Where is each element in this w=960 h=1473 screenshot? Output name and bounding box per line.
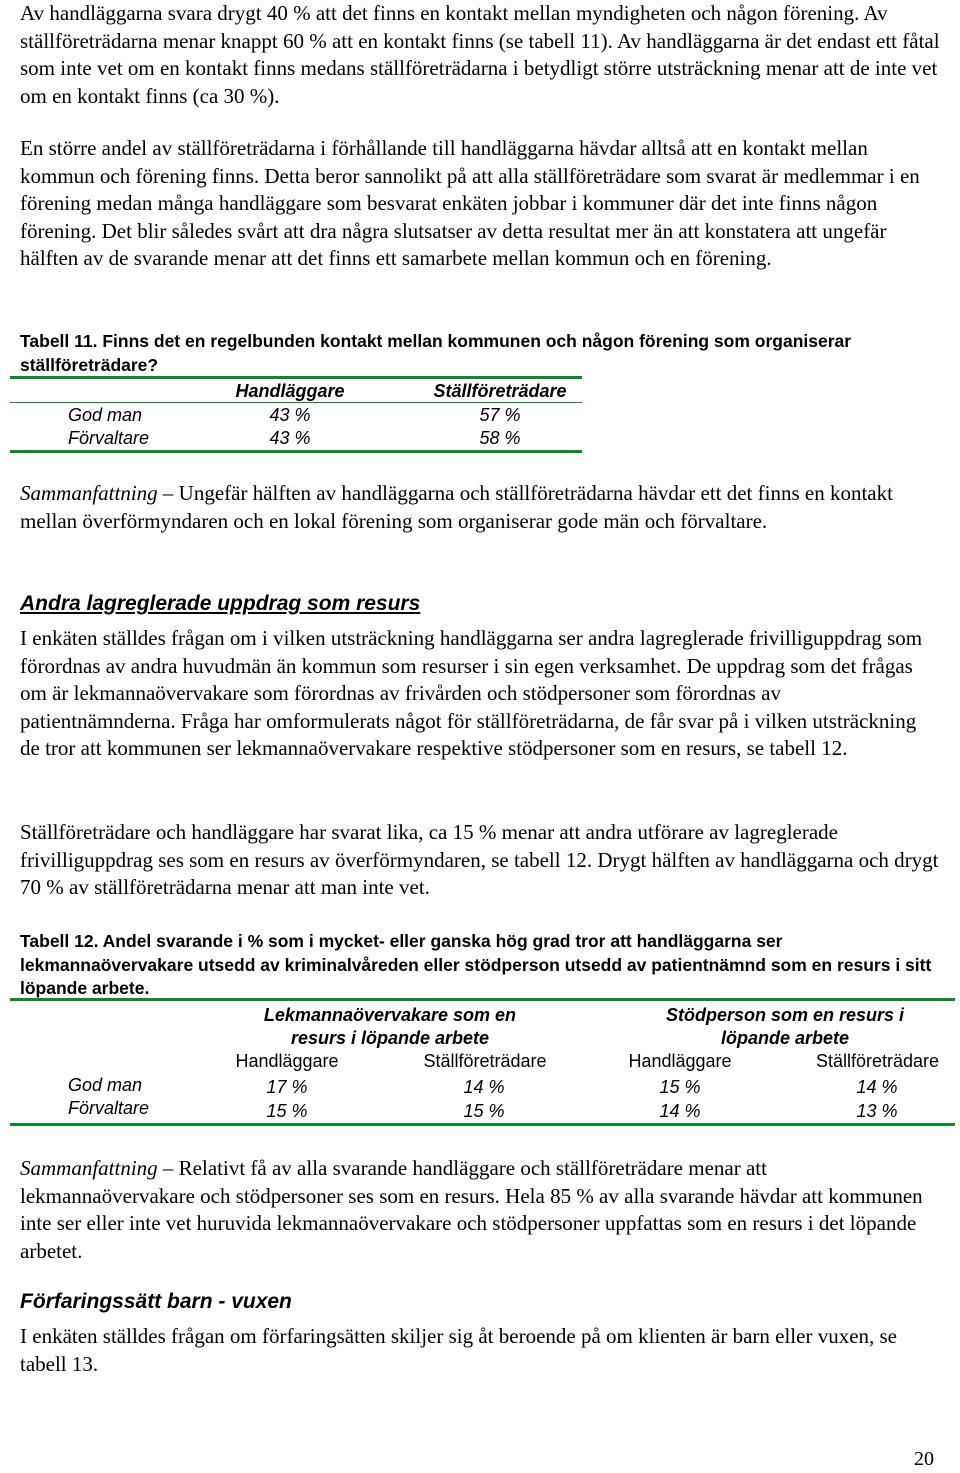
summary-1-label: Sammanfattning (20, 481, 158, 505)
table-12-cell: 13 % (856, 1101, 898, 1121)
table-12-sub-handlaggare-1: Handläggare (235, 1051, 339, 1071)
table-12-cell: 15 % (463, 1101, 505, 1121)
table-11-caption: Tabell 11. Finns det en regelbunden kontakt mellan kommunen och någon förening som organiserar ställföreträdare? (20, 331, 852, 375)
table-12-cell: 17 % (266, 1077, 308, 1097)
table-11-header-rule (10, 402, 582, 403)
paragraph-1: Av handläggarna svara drygt 40 % att det finns en kontakt mellan myndigheten och någon förening. Av ställföreträdarna menar knappt 60 % att en kontakt finns (se tabell 11). Av handläggarna är det endast ett fåtal som inte vet om en kontakt finns medans ställföreträdarna i betydligt större utsträckning menar att de inte vet om en kontakt finns (ca 30 %). (20, 1, 940, 108)
table-12-sub-handlaggare-2: Handläggare (628, 1051, 732, 1071)
summary-2 (20, 1155, 940, 1265)
table-11-col-stallforetradare: Ställföreträdare (433, 381, 567, 401)
table-12-caption: Tabell 12. Andel svarande i % som i mycket- eller ganska hög grad tror att handläggarna ser lekmannaövervakare utsedd av kriminalvåreden eller stödperson utsedd av patientnämnd som en resurs i sitt löpande arbete. (20, 931, 932, 998)
table-11-cell: 43 % (269, 428, 311, 448)
section-heading-forfaringssatt: Förfaringssätt barn - vuxen (20, 1290, 292, 1313)
table-11-cell: 58 % (479, 428, 521, 448)
summary-1-text: – Ungefär hälften av handläggarna och ställföreträdarna hävdar ett det finns en kontakt mellan överförmyndaren och en lokal förening som organiserar gode män och förvaltare. (20, 481, 893, 533)
table-12-cell: 14 % (856, 1077, 898, 1097)
summary-2-label: Sammanfattning (20, 1156, 158, 1180)
table-12-bottom-rule (10, 1123, 955, 1126)
table-12-cell: 14 % (659, 1101, 701, 1121)
summary-1 (20, 480, 940, 535)
table-12-sub-stallforetradare-1: Ställföreträdare (423, 1051, 547, 1071)
table-11-cell: 43 % (269, 405, 311, 425)
summary-2-text: – Relativt få av alla svarande handläggare och ställföreträdare menar att lekmannaövervakare och stödpersoner ses som en resurs. Hela 85 % av alla svarande hävdar att kommunen inte ser eller inte vet huruvida lekmannaövervakare och stödpersoner uppfattas som en resurs i det löpande arbetet. (20, 1156, 923, 1263)
table-12-top-rule (10, 998, 955, 1001)
paragraph-3: I enkäten ställdes frågan om i vilken utsträckning handläggarna ser andra lagreglerade frivilliguppdrag som förordnas av andra huvudmän än kommun som resurser i sin egen verksamhet. De uppdrag som det frågas om är lekmannaövervakare som förordnas av frivården och stödpersoner som förordnas av patientnämnderna. Fråga har omformulerats något för ställföreträdarna, de får svar på i vilken utsträckning de tror att kommunen ser lekmannaövervakare respektive stödpersoner som en resurs, se tabell 12. (20, 626, 923, 761)
table-12-row-label: Förvaltare (68, 1098, 150, 1118)
table-12-group-1-line-1: Lekmannaövervakare som en (263, 1005, 517, 1025)
table-11-row-label: God man (68, 405, 143, 425)
table-12-row-label: God man (68, 1075, 143, 1095)
table-11-bottom-rule (10, 450, 582, 453)
table-12-cell: 15 % (659, 1077, 701, 1097)
table-12-cell: 15 % (266, 1101, 308, 1121)
table-12-group-1-line-2: resurs i löpande arbete (290, 1028, 490, 1048)
table-11-cell: 57 % (479, 405, 521, 425)
table-12-group-2-line-2: löpande arbete (720, 1028, 850, 1048)
table-12-cell: 14 % (463, 1077, 505, 1097)
paragraph-5: I enkäten ställdes frågan om förfaringsätten skiljer sig åt beroende på om klienten är barn eller vuxen, se tabell 13. (20, 1324, 898, 1376)
paragraph-4: Ställföreträdare och handläggare har svarat lika, ca 15 % menar att andra utförare av lagreglerade frivilliguppdrag ses som en resurs av överförmyndaren, se tabell 12. Drygt hälften av handläggarna och drygt 70 % av ställföreträdarna menar att man inte vet. (20, 820, 939, 900)
section-heading-andra-uppdrag: Andra lagreglerade uppdrag som resurs (20, 592, 421, 615)
page-number: 20 (914, 1448, 934, 1470)
table-11-top-rule (10, 376, 582, 379)
paragraph-2: En större andel av ställföreträdarna i förhållande till handläggarna hävdar alltså att en kontakt mellan kommun och förening finns. Detta beror sannolikt på att alla ställföreträdare som svarat är medlemmar i en förening medan många handläggare som besvarat enkäten jobbar i kommuner där det inte finns någon förening. Det blir således svårt att dra några slutsatser av detta resultat mer än att konstatera att ungefär hälften av de svarande menar att det finns ett samarbete mellan kommun och en förening. (20, 136, 920, 271)
table-11-col-handlaggare: Handläggare (235, 381, 345, 401)
table-11-row-label: Förvaltare (68, 428, 150, 448)
table-12-group-2-line-1: Stödperson som en resurs i (665, 1005, 905, 1025)
table-12-sub-stallforetradare-2: Ställföreträdare (815, 1051, 940, 1071)
